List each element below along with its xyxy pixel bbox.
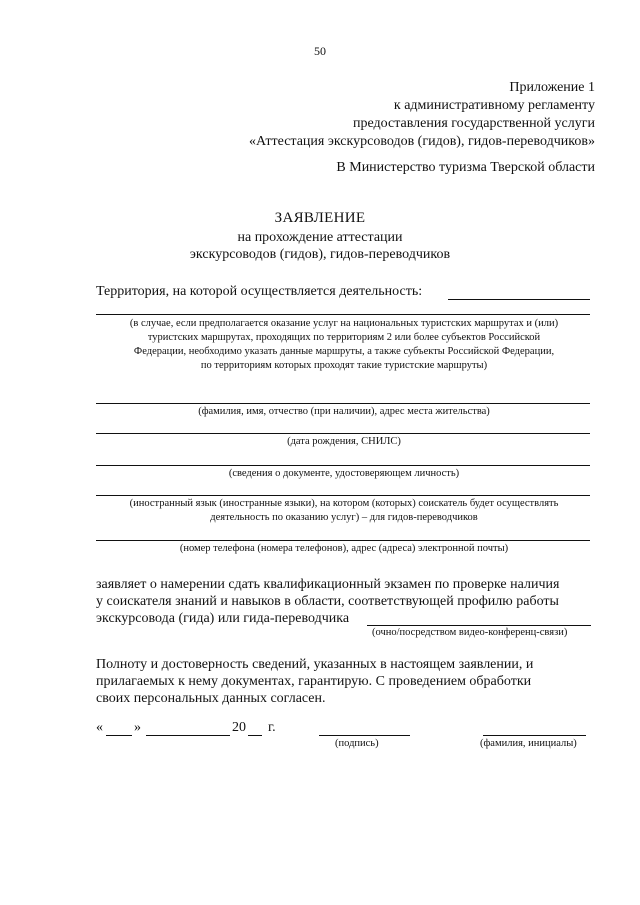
language-field[interactable] [96,495,590,496]
name-address-hint: (фамилия, имя, отчество (при наличии), адрес места жительства) [198,406,490,417]
date-day-field[interactable] [106,735,132,736]
birth-snils-field[interactable] [96,433,590,434]
date-open-quote: « [96,720,103,735]
id-document-field[interactable] [96,465,590,466]
name-initials-label: (фамилия, инициалы) [480,738,577,749]
recipient: В Министерство туризма Тверской области [336,160,595,175]
appendix-line-3: предоставления государственной услуги [353,116,595,131]
appendix-line-4: «Аттестация экскурсоводов (гидов), гидов-переводчиков» [248,134,595,149]
exam-mode-hint: (очно/посредством видео-конференц-связи) [372,627,568,638]
year-prefix: 20 [232,720,246,735]
appendix-line-1: Приложение 1 [509,80,595,95]
consent-line-2: прилагаемых к нему документах, гарантирую. С проведением обработки [96,674,532,689]
language-hint [96,497,592,525]
subtitle-line-1: на прохождение аттестации [237,230,403,245]
statement-line-3: экскурсовода (гида) или гида-переводчика [96,611,350,626]
document-subtitle [0,229,640,263]
date-month-field[interactable] [146,735,230,736]
year-suffix: г. [268,720,276,735]
territory-field[interactable] [448,299,590,300]
routes-hint-line-3: Федерации, необходимо указать данные маршруты, а также субъекты Российской Федерации, [133,346,555,357]
routes-hint [96,317,592,373]
subtitle-line-2: экскурсоводов (гидов), гидов-переводчиков [189,247,451,262]
signature-label: (подпись) [335,738,379,749]
document-title: ЗАЯВЛЕНИЕ [274,210,366,226]
consent-line-3: своих персональных данных согласен. [96,691,326,706]
appendix-line-2: к административному регламенту [393,98,595,113]
birth-snils-hint: (дата рождения, СНИЛС) [287,436,401,447]
appendix-header [135,79,595,151]
name-initials-field[interactable] [483,735,586,736]
language-hint-line-1: (иностранный язык (иностранные языки), на котором (которых) соискатель будет осуществлять [129,498,559,509]
consent-paragraph [96,656,593,707]
routes-hint-line-1: (в случае, если предполагается оказание услуг на национальных туристских маршрутах и (или) [129,318,559,329]
territory-field-line-2[interactable] [96,314,590,315]
name-address-field[interactable] [96,403,590,404]
statement-line-1: заявляет о намерении сдать квалификационный экзамен по проверке наличия [96,577,560,592]
routes-hint-line-4: по территориям которых проходят такие туристские маршруты) [200,360,488,371]
exam-mode-field[interactable] [367,625,591,626]
phone-email-field[interactable] [96,540,590,541]
id-document-hint: (сведения о документе, удостоверяющем личность) [228,468,460,479]
date-year-field[interactable] [248,735,262,736]
page-number: 50 [314,44,326,58]
statement-paragraph [96,576,593,627]
language-hint-line-2: деятельность по оказанию услуг) – для гидов-переводчиков [210,512,478,523]
routes-hint-line-2: туристских маршрутах, проходящих по территориям 2 или более субъектов Российской [147,332,541,343]
date-close-quote: » [134,720,141,735]
territory-label: Территория, на которой осуществляется деятельность: [96,284,423,299]
statement-line-2: у соискателя знаний и навыков в области, соответствующей профилю работы [96,594,559,609]
phone-email-hint: (номер телефона (номера телефонов), адрес (адреса) электронной почты) [179,543,509,554]
consent-line-1: Полноту и достоверность сведений, указанных в настоящем заявлении, и [96,657,534,672]
signature-field[interactable] [319,735,410,736]
